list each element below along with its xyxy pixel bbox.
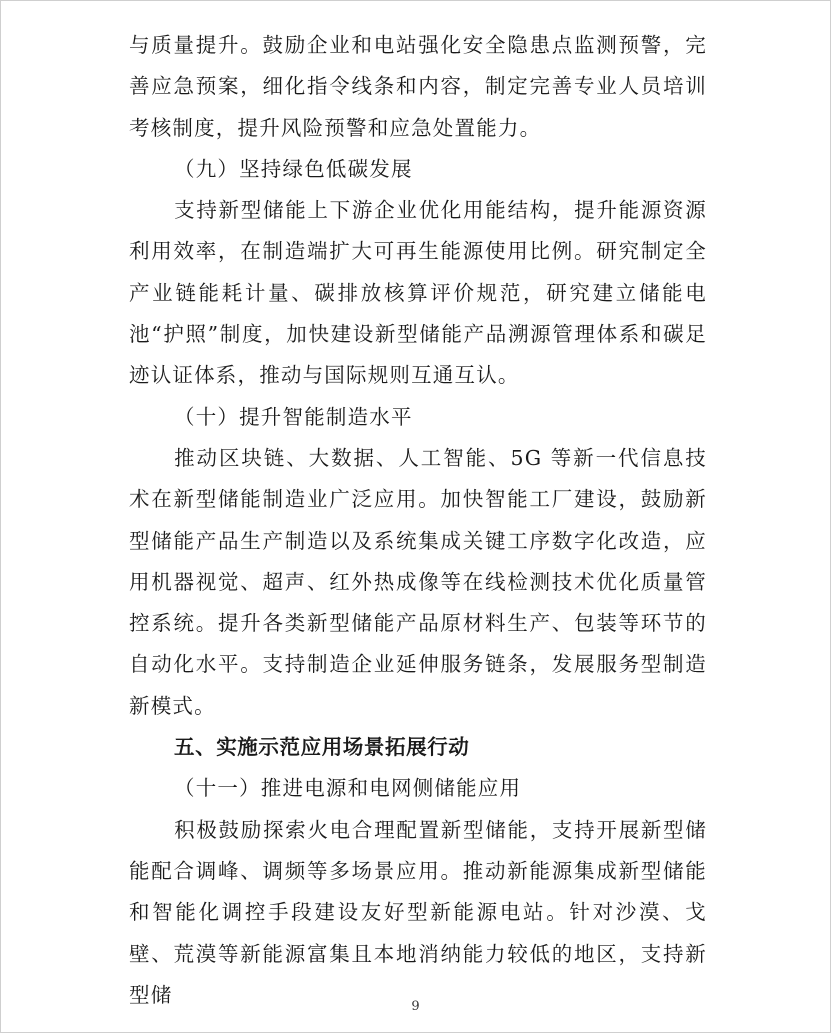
body-paragraph: 推动区块链、大数据、人工智能、5G 等新一代信息技术在新型储能制造业广泛应用。加快智能工厂建设，鼓励新型储能产品生产制造以及系统集成关键工序数字化改造，应用机器视觉、超声、红外热成像等在线检测技术优化质量管控系统。提升各类新型储能产品原材料生产、包装等环节的自动化水平。支持制造企业延伸服务链条，发展服务型制造新模式。 bbox=[129, 445, 707, 718]
subheading: （十）提升智能制造水平 bbox=[174, 404, 413, 429]
body-paragraph: 与质量提升。鼓励企业和电站强化安全隐患点监测预警，完善应急预案，细化指令线条和内容，制定完善专业人员培训考核制度，提升风险预警和应急处置能力。 bbox=[129, 33, 707, 140]
subheading: （九）坚持绿色低碳发展 bbox=[174, 156, 413, 181]
page-content bbox=[129, 25, 707, 1016]
body-paragraph: 支持新型储能上下游企业优化用能结构，提升能源资源利用效率，在制造端扩大可再生能源使用比例。研究制定全产业链能耗计量、碳排放核算评价规范，研究建立储能电池“护照”制度，加快建设新型储能产品溯源管理体系和碳足迹认证体系，推动与国际规则互通互认。 bbox=[129, 198, 707, 388]
body-paragraph: 积极鼓励探索火电合理配置新型储能，支持开展新型储能配合调峰、调频等多场景应用。推动新能源集成新型储能和智能化调控手段建设友好型新能源电站。针对沙漠、戈壁、荒漠等新能源富集且本地消纳能力较低的地区，支持新型储 bbox=[129, 817, 707, 1007]
section-heading: 五、实施示范应用场景拓展行动 bbox=[174, 735, 470, 760]
page-number: 9 bbox=[411, 999, 420, 1014]
subheading: （十一）推进电源和电网侧储能应用 bbox=[174, 776, 522, 801]
